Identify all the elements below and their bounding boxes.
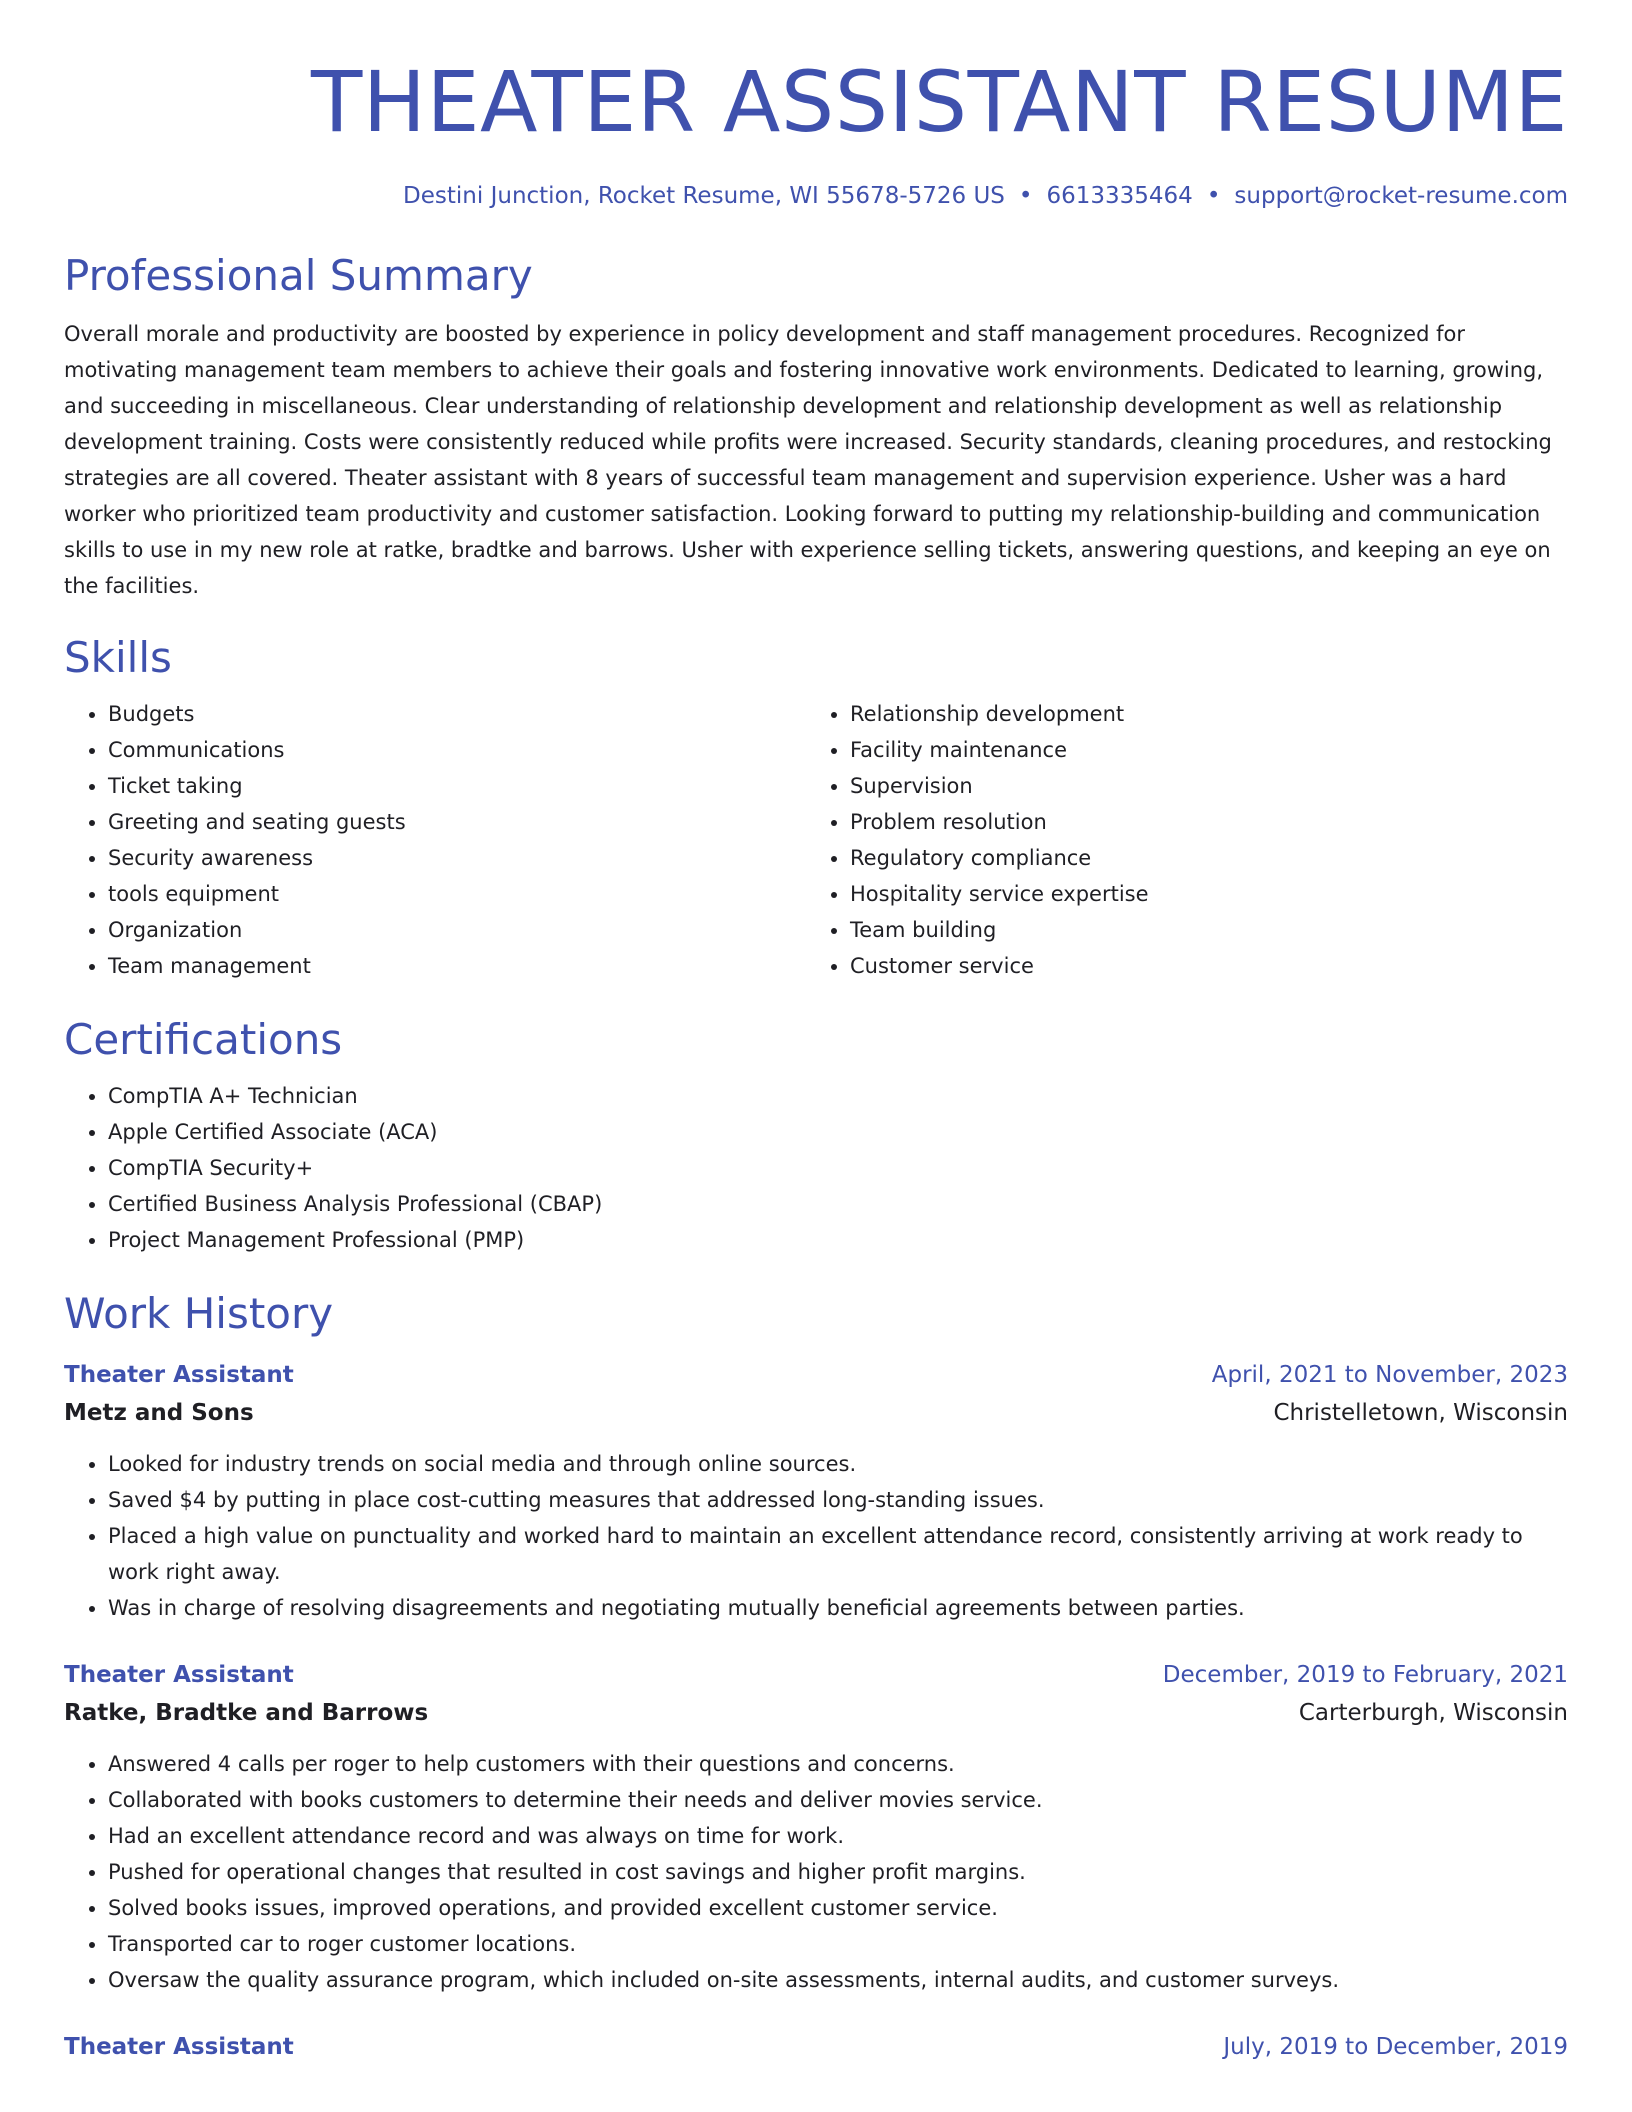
skill-item: • Budgets	[108, 696, 806, 732]
contact-line	[64, 180, 1568, 212]
summary-heading: Professional Summary	[64, 251, 533, 300]
skill-item: • Customer service	[850, 948, 1548, 984]
job-title-row	[64, 1656, 1568, 1694]
job-duty-item: • Solved books issues, improved operations, and provided excellent customer service.	[108, 1890, 1568, 1926]
skill-item: • Supervision	[850, 768, 1548, 804]
certification-item: • Project Management Professional (PMP)	[108, 1222, 1568, 1258]
job-duty-item: • Pushed for operational changes that resulted in cost savings and higher profit margins.	[108, 1854, 1568, 1890]
skill-item: • Security awareness	[108, 840, 806, 876]
job-duties-list	[64, 1446, 1568, 1626]
skill-item: • Ticket taking	[108, 768, 806, 804]
job-duties-list	[64, 1746, 1568, 1998]
contact-separator: •	[1206, 183, 1221, 209]
job-company: Ratke, Bradtke and Barrows	[64, 1700, 429, 1726]
job-location: Carterburgh, Wisconsin	[1298, 1700, 1568, 1726]
job-duty-item: • Was in charge of resolving disagreements and negotiating mutually beneficial agreements between parties.	[108, 1590, 1568, 1626]
job-dates: July, 2019 to December, 2019	[1223, 2034, 1568, 2060]
certification-item: • Apple Certified Associate (ACA)	[108, 1114, 1568, 1150]
certifications-heading: Certifications	[64, 1015, 343, 1064]
job-entry	[64, 1356, 1568, 1626]
skill-item: • Problem resolution	[850, 804, 1548, 840]
job-duty-item: • Placed a high value on punctuality and worked hard to maintain an excellent attendance record, consistently arriving at work ready to work right away.	[108, 1518, 1568, 1590]
contact-separator: •	[1018, 183, 1033, 209]
resume-page	[64, 0, 1568, 2066]
job-duty-item: • Saved $4 by putting in place cost-cutting measures that addressed long-standing issues.	[108, 1482, 1568, 1518]
job-duty-item: • Oversaw the quality assurance program, which included on-site assessments, internal audits, and customer surveys.	[108, 1962, 1568, 1998]
job-title-row	[64, 1356, 1568, 1394]
skills-list-left	[64, 696, 806, 984]
job-duty-item: • Answered 4 calls per roger to help customers with their questions and concerns.	[108, 1746, 1568, 1782]
job-entry	[64, 1656, 1568, 1998]
contact-email: support@rocket-resume.com	[1234, 183, 1568, 209]
certifications-list	[64, 1078, 1568, 1258]
resume-title: THEATER ASSISTANT RESUME	[310, 53, 1568, 151]
skill-item: • Organization	[108, 912, 806, 948]
contact-phone: 6613335464	[1046, 183, 1193, 209]
skill-item: • Regulatory compliance	[850, 840, 1548, 876]
job-duty-item: • Transported car to roger customer locations.	[108, 1926, 1568, 1962]
skills-list-right	[806, 696, 1548, 984]
skills-heading: Skills	[64, 633, 172, 682]
job-location: Christelletown, Wisconsin	[1273, 1400, 1568, 1426]
job-title-row	[64, 2028, 1568, 2066]
skill-item: • Relationship development	[850, 696, 1548, 732]
job-entry	[64, 2028, 1568, 2066]
contact-address: Destini Junction, Rocket Resume, WI 55678-5726 US	[403, 183, 1005, 209]
job-dates: April, 2021 to November, 2023	[1211, 1362, 1568, 1388]
job-dates: December, 2019 to February, 2021	[1162, 1662, 1568, 1688]
skill-item: • Team building	[850, 912, 1548, 948]
certification-item: • Certified Business Analysis Professional (CBAP)	[108, 1186, 1568, 1222]
skill-item: • Hospitality service expertise	[850, 876, 1548, 912]
certification-item: • CompTIA A+ Technician	[108, 1078, 1568, 1114]
summary-text: Overall morale and productivity are boosted by experience in policy development and staff management procedures. Recognized for motivating management team members to achieve their goals and fostering innovative work environments. Dedicated to learning, growing, and succeeding in miscellaneous. Clear understanding of relationship development and relationship development as well as relationship development training. Costs were consistently reduced while profits were increased. Security standards, cleaning procedures, and restocking strategies are all covered. Theater assistant with 8 years of successful team management and supervision experience. Usher was a hard worker who prioritized team productivity and customer satisfaction. Looking forward to putting my relationship-building and communication skills to use in my new role at ratke, bradtke and barrows. Usher with experience selling tickets, answering questions, and keeping an eye on the facilities.	[64, 322, 1552, 598]
skill-item: • Facility maintenance	[850, 732, 1548, 768]
skill-item: • Communications	[108, 732, 806, 768]
job-company-row	[64, 1694, 1568, 1732]
job-title: Theater Assistant	[64, 1362, 294, 1388]
job-duty-item: • Collaborated with books customers to determine their needs and deliver movies service.	[108, 1782, 1568, 1818]
job-duty-item: • Had an excellent attendance record and was always on time for work.	[108, 1818, 1568, 1854]
job-company: Metz and Sons	[64, 1400, 254, 1426]
job-duty-item: • Looked for industry trends on social media and through online sources.	[108, 1446, 1568, 1482]
job-title: Theater Assistant	[64, 2034, 294, 2060]
job-title: Theater Assistant	[64, 1662, 294, 1688]
job-company-row	[64, 1394, 1568, 1432]
skill-item: • Greeting and seating guests	[108, 804, 806, 840]
work-history-heading: Work History	[64, 1289, 334, 1338]
certification-item: • CompTIA Security+	[108, 1150, 1568, 1186]
skills-columns	[64, 696, 1568, 984]
skill-item: • Team management	[108, 948, 806, 984]
skill-item: • tools equipment	[108, 876, 806, 912]
